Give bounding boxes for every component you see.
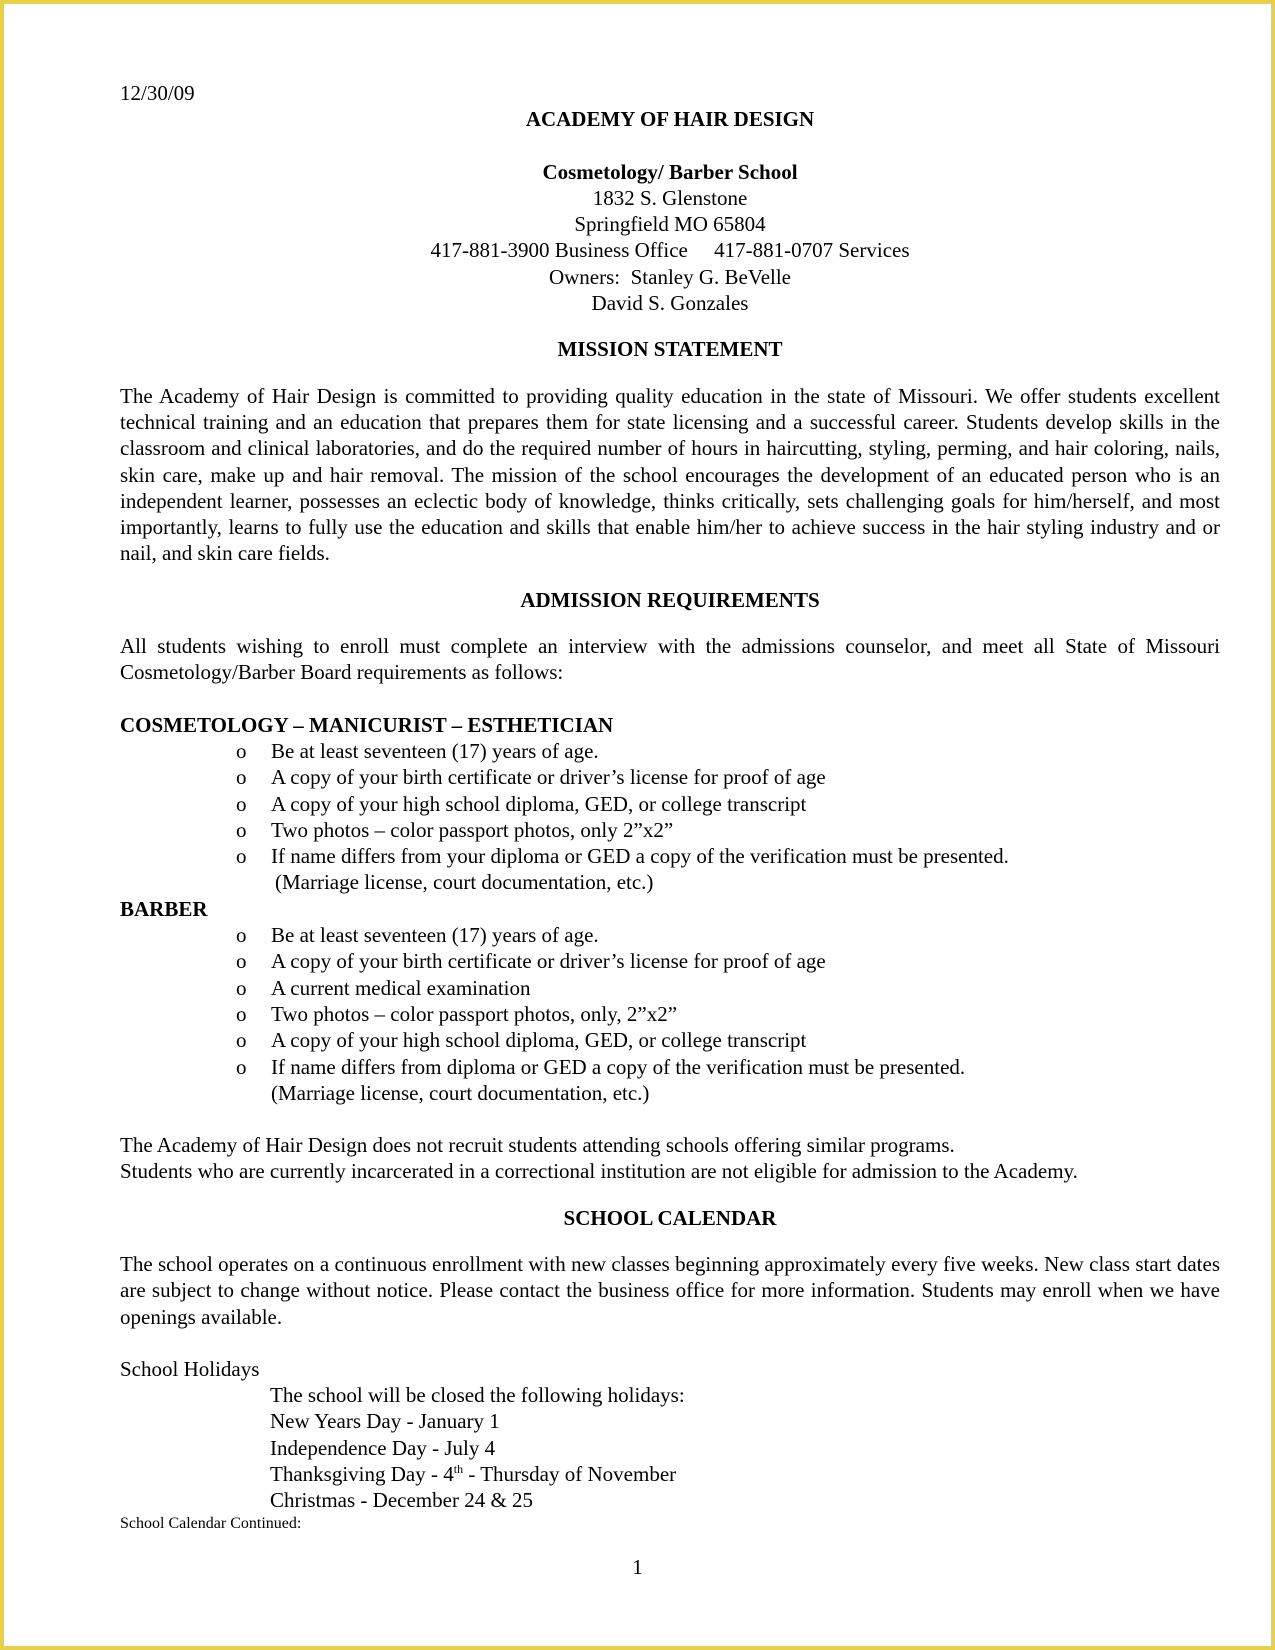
bullet-icon: o	[236, 738, 247, 763]
list-item	[120, 975, 1220, 1001]
calendar-text: The school operates on a continuous enrollment with new classes beginning approximately every five weeks. New class start dates are subject to change without notice. Please contact the business office for more information. Students may enroll when we have openings available.	[120, 1251, 1220, 1329]
barber-continuation: (Marriage license, court documentation, etc.)	[271, 1080, 650, 1105]
bullet-icon: o	[236, 1054, 247, 1079]
thanksgiving-prefix: Thanksgiving Day - 4	[270, 1462, 454, 1487]
incarcerated-note: Students who are currently incarcerated in a correctional institution are not eligible for admission to the Academy.	[120, 1159, 1078, 1184]
list-item	[120, 764, 1220, 790]
school-subtitle: Cosmetology/ Barber School	[542, 159, 798, 184]
admission-heading: ADMISSION REQUIREMENTS	[520, 587, 820, 612]
list-item-text: Be at least seventeen (17) years of age.	[271, 923, 599, 948]
bullet-icon: o	[236, 791, 247, 816]
bullet-icon: o	[236, 923, 247, 948]
list-item-text: A copy of your high school diploma, GED, or college transcript	[271, 791, 807, 816]
holiday-thanksgiving	[120, 1461, 1220, 1487]
list-item	[120, 817, 1220, 843]
thanksgiving-suffix: - Thursday of November	[463, 1462, 677, 1487]
list-item-text: A copy of your birth certificate or driver’s license for proof of age	[271, 765, 826, 790]
calendar-continued-note: School Calendar Continued:	[120, 1514, 302, 1532]
list-item	[120, 1054, 1220, 1080]
list-item	[120, 922, 1220, 948]
list-item-text: Two photos – color passport photos, only 2”x2”	[271, 817, 674, 842]
list-item-text: Be at least seventeen (17) years of age.	[271, 738, 599, 763]
phone-numbers: 417-881-3900 Business Office 417-881-0707 Services	[430, 238, 910, 263]
bullet-icon: o	[236, 1001, 247, 1026]
mission-text: The Academy of Hair Design is committed to providing quality education in the state of Missouri. We offer students excellent technical training and an education that prepares them for state licensing and a successful career. Students develop skills in the classroom and clinical laboratories, and do the required number of hours in haircutting, styling, perming, and hair coloring, nails, skin care, make up and hair removal. The mission of the school encourages the development of an educated person who is an independent learner, possesses an eclectic body of knowledge, thinks critically, sets challenging goals for him/herself, and most importantly, learns to fully use the education and skills that enable him/her to achieve success in the hair styling industry and or nail, and skin care fields.	[120, 383, 1220, 566]
list-item	[120, 1001, 1220, 1027]
list-item	[120, 791, 1220, 817]
document-date: 12/30/09	[120, 81, 195, 105]
document-content	[120, 80, 1220, 1534]
holidays-intro: The school will be closed the following holidays:	[270, 1383, 685, 1408]
list-item-text: A copy of your birth certificate or driver’s license for proof of age	[271, 949, 826, 974]
bullet-icon: o	[236, 949, 247, 974]
list-item-text: If name differs from your diploma or GED a copy of the verification must be presented.	[271, 844, 1009, 869]
list-item	[120, 1027, 1220, 1053]
spacer	[120, 686, 1220, 712]
bullet-icon: o	[236, 817, 247, 842]
cosmetology-heading: COSMETOLOGY – MANICURIST – ESTHETICIAN	[120, 712, 614, 737]
list-item-text: A copy of your high school diploma, GED, or college transcript	[271, 1028, 807, 1053]
school-holidays	[120, 1356, 1220, 1514]
barber-requirements-list	[120, 922, 1220, 1080]
list-item	[120, 738, 1220, 764]
bullet-icon: o	[236, 765, 247, 790]
admission-intro: All students wishing to enroll must complete an interview with the admissions counselor, and meet all State of Missouri Cosmetology/Barber Board requirements as follows:	[120, 634, 1220, 685]
admission-notes	[120, 1132, 1220, 1185]
list-item-text: If name differs from diploma or GED a copy of the verification must be presented.	[271, 1054, 966, 1079]
recruit-note: The Academy of Hair Design does not recruit students attending schools offering similar programs.	[120, 1133, 955, 1158]
thanksgiving-ordinal: th	[453, 1462, 464, 1477]
bullet-icon: o	[236, 844, 247, 869]
bullet-icon: o	[236, 1028, 247, 1053]
holiday-independence: Independence Day - July 4	[270, 1435, 496, 1460]
calendar-heading: SCHOOL CALENDAR	[563, 1205, 777, 1230]
owners-line: Owners: Stanley G. BeVelle	[548, 264, 792, 289]
list-item	[120, 948, 1220, 974]
holidays-label: School Holidays	[120, 1356, 260, 1381]
owner-second: David S. Gonzales	[591, 291, 749, 316]
list-item-text: A current medical examination	[271, 975, 531, 1000]
list-item	[120, 843, 1220, 869]
address-city: Springfield MO 65804	[574, 212, 766, 237]
document-title: ACADEMY OF HAIR DESIGN	[525, 107, 815, 132]
holiday-christmas: Christmas - December 24 & 25	[270, 1488, 534, 1513]
cosmetology-continuation: (Marriage license, court documentation, etc.)	[275, 870, 654, 895]
holiday-new-years: New Years Day - January 1	[270, 1409, 500, 1434]
list-item-text: Two photos – color passport photos, only, 2”x2”	[271, 1001, 678, 1026]
barber-heading: BARBER	[120, 896, 208, 921]
address-street: 1832 S. Glenstone	[592, 185, 748, 210]
page-number: 1	[632, 1555, 643, 1579]
bullet-icon: o	[236, 975, 247, 1000]
cosmetology-requirements-list	[120, 738, 1220, 869]
mission-heading: MISSION STATEMENT	[557, 337, 783, 362]
